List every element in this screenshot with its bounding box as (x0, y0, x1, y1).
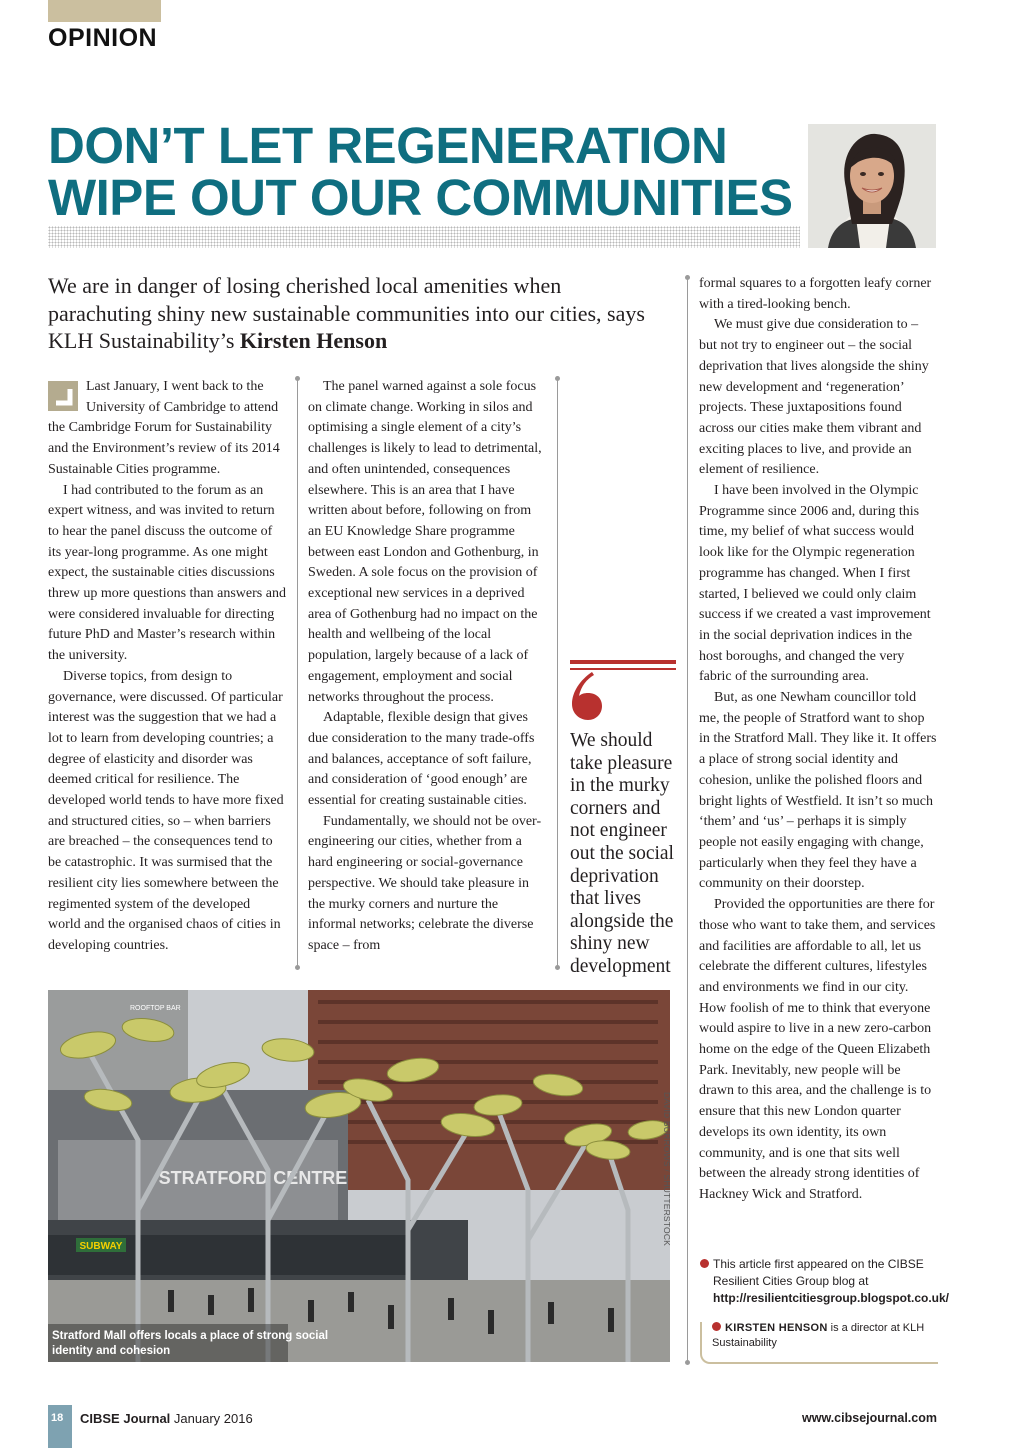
dotted-rule (48, 226, 800, 248)
source-note (700, 1256, 950, 1307)
author-portrait (808, 124, 936, 248)
body-column-1 (48, 377, 286, 957)
body-paragraph: Provided the opportunities are there for those who want to take them, and services and facilities are affordable to all, let us celebrate the different cultures, lifestyles and environments we find in our city. How foolish of me to think that everyone would aspire to live in a new zero-carbon home on the edge of the Queen Elizabeth Park. Inevitably, new people will be drawn to this area, and the challenge is to ensure that this new London quarter develops its own identity, its own community, and is one that sits well between the already strong identities of Hackney Wick and Stratford. (699, 897, 936, 1202)
body-paragraph: I had contributed to the forum as an expert witness, and was invited to return to hear the panel discuss the outcome of its year-long programme. As one might expect, the sustainable cities discussions threw up more questions than answers and were considered invaluable for directing future PhD and Master’s research within the university. (48, 482, 286, 664)
headline-line-1: DON’T LET REGENERATION (48, 117, 728, 174)
photo-credit: DAVID BURROWS / SHUTTERSTOCK (662, 1092, 672, 1247)
photo-caption: Stratford Mall offers locals a place of strong social identity and cohesion (52, 1330, 329, 1357)
subway-sign: SUBWAY (79, 1241, 123, 1252)
blog-link[interactable]: http://resilientcitiesgroup.blogspot.co.uk/ (713, 1291, 950, 1305)
body-paragraph: Adaptable, flexible design that gives due consideration to the many trade-offs and balances, acceptance of soft failure, and consideration of ‘good enough’ are essential for creating sustainable cities. (308, 710, 535, 809)
standfirst (48, 272, 648, 355)
body-column-3 (699, 274, 937, 1206)
headline (48, 117, 808, 226)
stratford-centre-sign: STRATFORD CENTRE (158, 1168, 348, 1188)
journal-name: CIBSE Journal (80, 1411, 171, 1426)
section-label: OPINION (48, 24, 158, 52)
column-rule (557, 379, 558, 967)
quote-mark-icon (568, 662, 608, 722)
column-rule (687, 278, 688, 1362)
column-rule (297, 379, 298, 967)
page-number: 18 (51, 1412, 64, 1424)
rooftop-bar-sign: ROOFTOP BAR (130, 1005, 181, 1012)
body-paragraph: But, as one Newham councillor told me, the people of Stratford want to shop in the Stratford Mall. They like it. It offers a place of strong social identity and cohesion, unlike the polished floors and bright lights of Westfield. It isn’t so much ‘them’ and ‘us’ – perhaps it is simply people not easily engaging with change, particularly when they feel they have a community on their doorstep. (699, 690, 937, 892)
body-paragraph: We must give due consideration to – but not try to engineer out – the social deprivation that lives alongside the shiny new development and ‘regeneration’ projects. These juxtapositions found across our cities make them vibrant and exciting places to live, and provide an element of resilience. (699, 317, 929, 478)
body-column-2 (308, 377, 546, 957)
pullquote: We should take pleasure in the murky corners and not engineer out the social deprivation that lives alongside the shiny new development (570, 730, 674, 977)
red-bullet-icon (712, 1322, 721, 1331)
author-bio (712, 1321, 934, 1351)
body-paragraph: Last January, I went back to the University of Cambridge to attend the Cambridge Forum for Sustainability and the Environment’s review of its 2014 Sustainable Cities programme. (48, 379, 280, 477)
standfirst-author: Kirsten Henson (239, 328, 388, 353)
corner-bracket-icon (48, 381, 78, 411)
body-paragraph: formal squares to a forgotten leafy corner with a tired-looking bench. (699, 276, 932, 312)
footer-journal (80, 1411, 253, 1426)
issue-date: January 2016 (170, 1411, 253, 1426)
body-paragraph: Fundamentally, we should not be over-engineering our cities, whether from a hard engineering or social-governance perspective. We should take pleasure in the murky corners and nurture the informal networks; celebrate the diverse space – from (308, 813, 542, 953)
bio-text: is a director at KLH Sustainability (712, 1322, 925, 1349)
body-paragraph: The panel warned against a sole focus on climate change. Working in silos and optimising a single element of a city’s challenges is likely to lead to detrimental, and often unintended, consequences elsewhere. This is an area that I have written about before, following on from an EU Knowledge Share programme between east London and Gothenburg, in Sweden. A sole focus on the provision of exceptional new services in a deprived area of Gothenburg had no impact on the health and wellbeing of the local population, largely because of a lack of engagement, employment and social networks throughout the process. (308, 379, 542, 705)
opening-quote-icon (568, 662, 608, 722)
paragraph-marker-icon (48, 381, 78, 411)
body-paragraph: Diverse topics, from design to governance, were discussed. Of particular interest was the suggestion that we had a lot to learn from developing countries; a degree of elasticity and disorder was deemed critical for resilience. The developed world tends to have more fixed and structured cities, so – when barriers are breached – the consequences tend to be catastrophic. It was surmised that the resilient city lies somewhere between the regimented system of the developed world and the organised chaos of cities in developing countries. (48, 668, 284, 953)
body-paragraph: I have been involved in the Olympic Programme since 2006 and, during this time, my belief of what success would look like for the Olympic regeneration programme has changed. When I first started, I believed we could only claim success if we created a vast improvement in the social deprivation indices in the host boroughs, and changed the very fabric of the surrounding area. (699, 483, 931, 685)
source-note-text: This article first appeared on the CIBSE Resilient Cities Group blog at (713, 1257, 924, 1288)
section-tab (48, 0, 161, 22)
author-portrait-illustration (808, 124, 936, 248)
red-bullet-icon (700, 1259, 709, 1268)
source-note-body (700, 1256, 950, 1307)
bio-name: KIRSTEN HENSON (725, 1322, 828, 1334)
headline-line-2: WIPE OUT OUR COMMUNITIES (48, 169, 793, 226)
footer-url[interactable]: www.cibsejournal.com (802, 1411, 937, 1425)
standfirst-text: We are in danger of losing cherished local amenities when parachuting shiny new sustainable communities into our cities, says KLH Sustainability’s (48, 273, 645, 353)
stratford-photo (48, 990, 670, 1362)
stratford-mall-illustration (48, 990, 670, 1362)
